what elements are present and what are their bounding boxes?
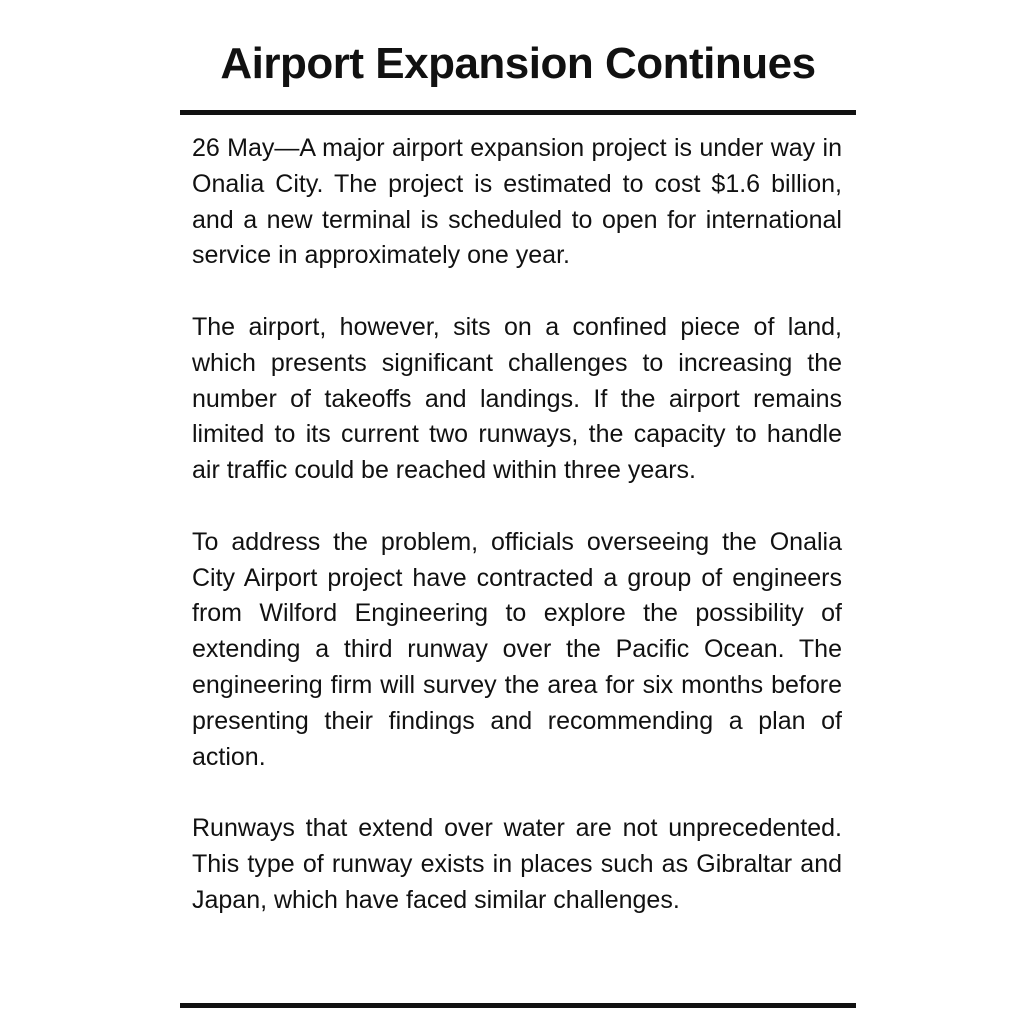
article-headline: Airport Expansion Continues (220, 39, 816, 88)
article-paragraph-1: 26 May—A major airport expansion project is under way in Onalia City. The project is estimated to cost $1.6 billion, and a new terminal is scheduled to open for international service in approximately one year. (192, 134, 842, 270)
footer-divider (180, 1003, 856, 1008)
headline-divider (180, 110, 856, 115)
news-article (180, 0, 856, 1024)
article-paragraph-4: Runways that extend over water are not unprecedented. This type of runway exists in places such as Gibraltar and Japan, which have faced similar challenges. (192, 814, 842, 914)
article-paragraph-3: To address the problem, officials overseeing the Onalia City Airport project have contracted a group of engineers from Wilford Engineering to explore the possibility of extending a third runway over the Pacific Ocean. The engineering firm will survey the area for six months before presenting their findings and recommending a plan of action. (192, 527, 842, 771)
article-paragraph-2: The airport, however, sits on a confined piece of land, which presents significant challenges to increasing the number of takeoffs and landings. If the airport remains limited to its current two runways, the capacity to handle air traffic could be reached within three years. (192, 312, 842, 485)
article-body (192, 131, 842, 919)
